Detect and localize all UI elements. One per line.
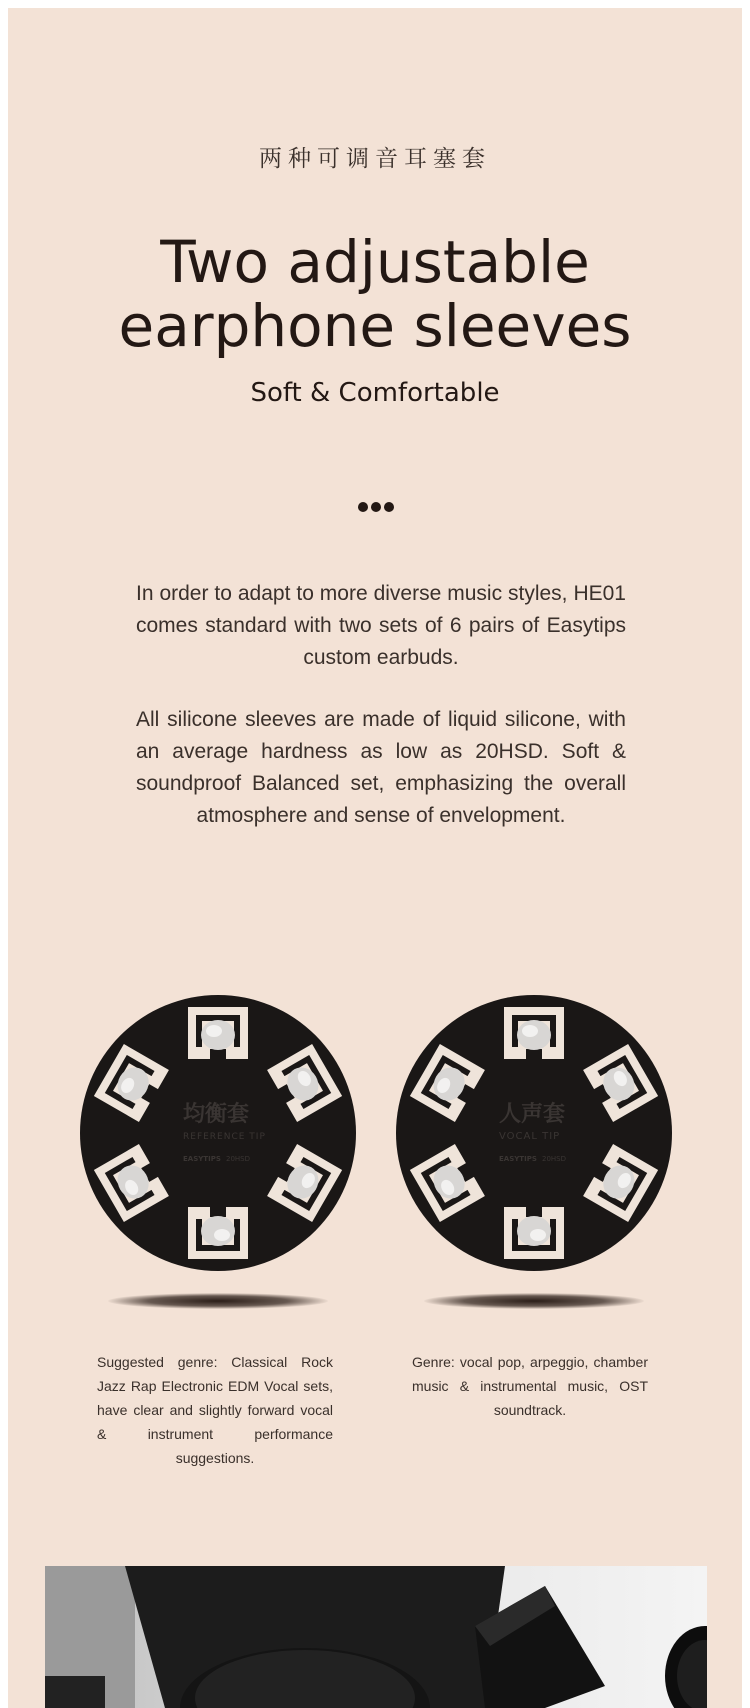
disc-spec: 20HSD [542, 1155, 567, 1163]
subtitle: Soft & Comfortable [250, 378, 500, 408]
product-feature-section [8, 8, 742, 1708]
disc-spec: 20HSD [226, 1155, 251, 1163]
vocal-tip-disc-image [394, 993, 674, 1273]
reference-tip-disc-image [78, 993, 358, 1273]
disc-shadow [108, 1293, 328, 1309]
intro-paragraph: In order to adapt to more diverse music styles, HE01 comes standard with two sets of 6 pairs of Easytips custom earbuds. [136, 582, 626, 669]
headline-line-1: Two adjustable [160, 228, 590, 296]
reference-tip-caption: Suggested genre: Classical Rock Jazz Rap Electronic EDM Vocal sets, have clear and slightly forward vocal & instrument performance suggestions. [97, 1354, 333, 1466]
disc-brand: EASYTIPS [499, 1155, 537, 1163]
disc-en-label: REFERENCE TIP [183, 1132, 266, 1142]
reference-tip-disc [78, 993, 358, 1313]
disc-brand: EASYTIPS [183, 1155, 221, 1163]
disc-en-label: VOCAL TIP [499, 1131, 561, 1142]
disc-cn-label: 人声套 [499, 1102, 566, 1127]
product-packaging-image [45, 1566, 707, 1708]
divider-dots [358, 497, 398, 509]
material-paragraph: All silicone sleeves are made of liquid silicone, with an average hardness as low as 20HSD. Soft & soundproof Balanced set, emphasizing the overall atmosphere and sense of envelopment. [136, 708, 626, 827]
vocal-tip-caption: Genre: vocal pop, arpeggio, chamber music & instrumental music, OST soundtrack. [412, 1354, 648, 1418]
headline [8, 230, 742, 358]
headline-line-2: earphone sleeves [118, 292, 632, 360]
vocal-tip-disc [394, 993, 674, 1313]
product-photo [45, 1566, 707, 1708]
chinese-section-title: 两种可调音耳塞套 [259, 146, 491, 172]
disc-cn-label: 均衡套 [183, 1102, 250, 1127]
disc-shadow [424, 1293, 644, 1309]
